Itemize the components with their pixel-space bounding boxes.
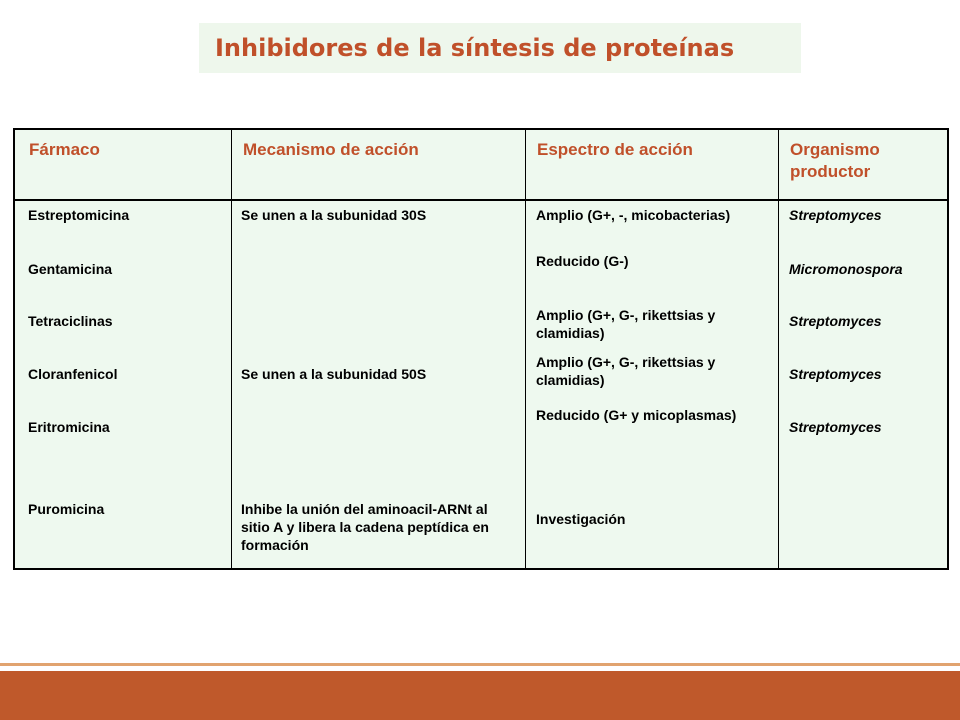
column-divider bbox=[778, 130, 779, 568]
column-divider bbox=[231, 130, 232, 568]
spectrum-text: Amplio (G+, G-, rikettsias y clamidias) bbox=[536, 354, 716, 388]
organism-name: Micromonospora bbox=[789, 261, 903, 277]
footer-bar bbox=[0, 671, 960, 720]
organism-name: Streptomyces bbox=[789, 207, 882, 223]
header-organismo: Organismo productor bbox=[790, 140, 880, 181]
header-espectro: Espectro de acción bbox=[537, 140, 693, 159]
drug-name: Eritromicina bbox=[28, 419, 110, 435]
column-divider bbox=[525, 130, 526, 568]
drug-name: Estreptomicina bbox=[28, 207, 130, 223]
spectrum-text: Amplio (G+, G-, rikettsias y clamidias) bbox=[536, 307, 716, 341]
spectrum-text: Investigación bbox=[536, 511, 626, 527]
spectrum-text: Reducido (G+ y micoplasmas) bbox=[536, 407, 737, 423]
mechanism-text: Inhibe la unión del aminoacil-ARNt al sitio A y libera la cadena peptídica en formación bbox=[241, 501, 489, 553]
footer-accent-line bbox=[0, 663, 960, 666]
mechanism-text: Se unen a la subunidad 30S bbox=[241, 207, 427, 223]
drug-table bbox=[13, 128, 949, 570]
spectrum-text: Reducido (G-) bbox=[536, 253, 629, 269]
organism-name: Streptomyces bbox=[789, 313, 882, 329]
spectrum-text: Amplio (G+, -, micobacterias) bbox=[536, 207, 731, 223]
drug-name: Gentamicina bbox=[28, 261, 113, 277]
title-box bbox=[199, 23, 801, 73]
drug-name: Tetraciclinas bbox=[28, 313, 113, 329]
organism-name: Streptomyces bbox=[789, 366, 882, 382]
drug-name: Puromicina bbox=[28, 501, 105, 517]
slide-title: Inhibidores de la síntesis de proteínas bbox=[215, 34, 735, 62]
header-farmaco: Fármaco bbox=[29, 140, 100, 159]
mechanism-text: Se unen a la subunidad 50S bbox=[241, 366, 427, 382]
organism-name: Streptomyces bbox=[789, 419, 882, 435]
drug-name: Cloranfenicol bbox=[28, 366, 118, 382]
header-mecanismo: Mecanismo de acción bbox=[243, 140, 419, 159]
